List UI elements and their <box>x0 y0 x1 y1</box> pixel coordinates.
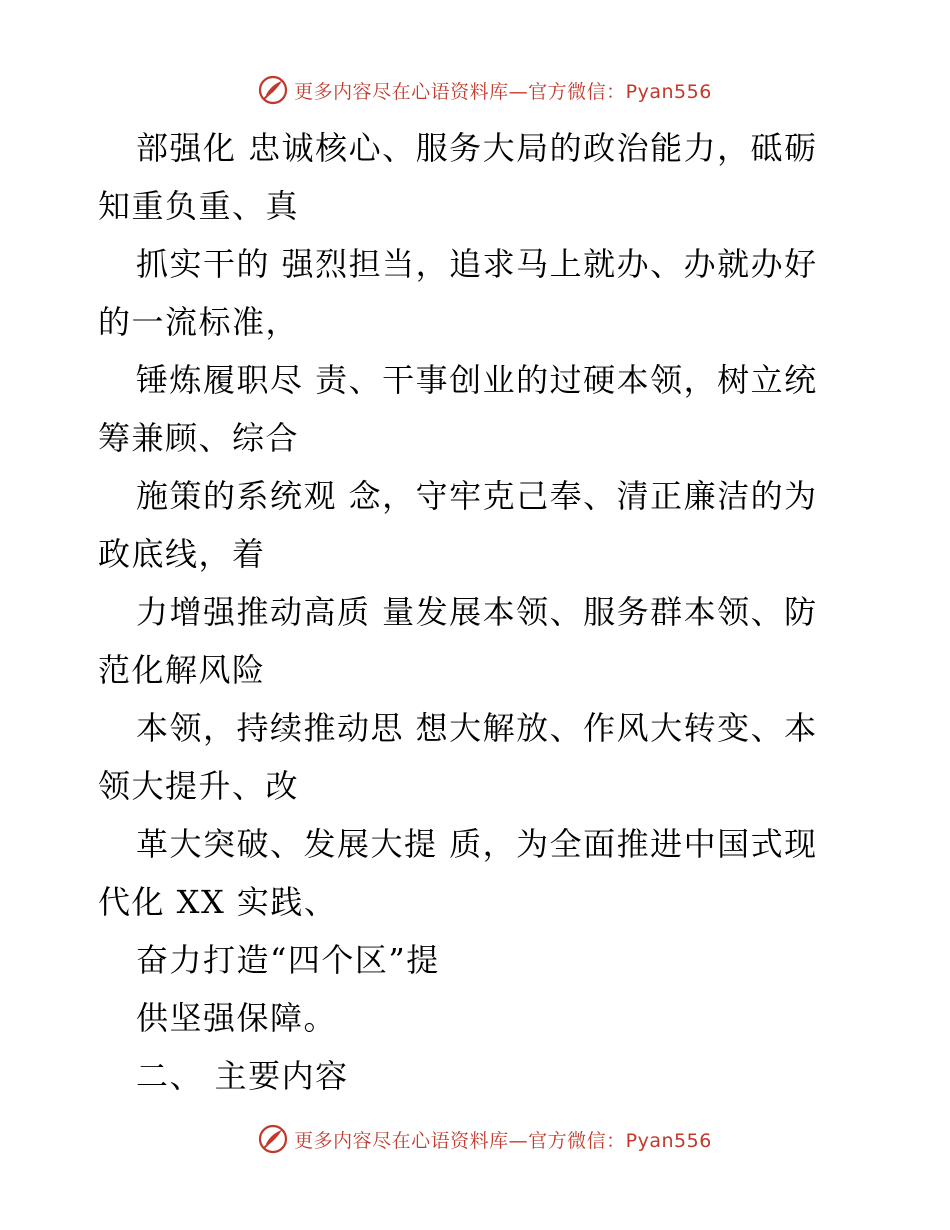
quill-logo-icon <box>258 1124 288 1154</box>
body-line: 领大提升、改 <box>98 767 300 805</box>
body-line: 知重负重、真 <box>98 187 300 225</box>
body-line: 力增强推动高质 量发展本领、服务群本领、防 <box>136 593 818 631</box>
banner-text: 更多内容尽在心语资料库—官方微信：Pyan556 <box>294 80 712 103</box>
document-body <box>98 124 834 1110</box>
banner-text: 更多内容尽在心语资料库—官方微信：Pyan556 <box>294 1129 712 1152</box>
body-line: 锤炼履职尽 责、干事创业的过硬本领，树立统 <box>136 361 818 399</box>
body-line: 政底线，着 <box>98 535 266 573</box>
body-line: 本领，持续推动思 想大解放、作风大转变、本 <box>136 709 818 747</box>
body-line: 代化 XX 实践、 <box>98 883 338 921</box>
footer-watermark-banner <box>0 1119 950 1159</box>
section-heading: 二、 主要内容 <box>136 1057 349 1095</box>
header-watermark-banner <box>0 70 950 110</box>
body-line: 抓实干的 强烈担当，追求马上就办、办就办好 <box>136 245 818 283</box>
body-line: 的一流标准， <box>98 303 300 341</box>
body-line: 施策的系统观 念，守牢克己奉、清正廉洁的为 <box>136 477 818 515</box>
body-line: 筹兼顾、综合 <box>98 419 300 457</box>
body-line: 范化解风险 <box>98 651 266 689</box>
quill-logo-icon <box>258 75 288 105</box>
body-line: 供坚强保障。 <box>136 999 338 1037</box>
body-line: 革大突破、发展大提 质，为全面推进中国式现 <box>136 825 818 863</box>
body-line: 奋力打造“四个区”提 <box>136 941 440 979</box>
body-line: 部强化 忠诚核心、服务大局的政治能力，砥砺 <box>136 129 818 167</box>
